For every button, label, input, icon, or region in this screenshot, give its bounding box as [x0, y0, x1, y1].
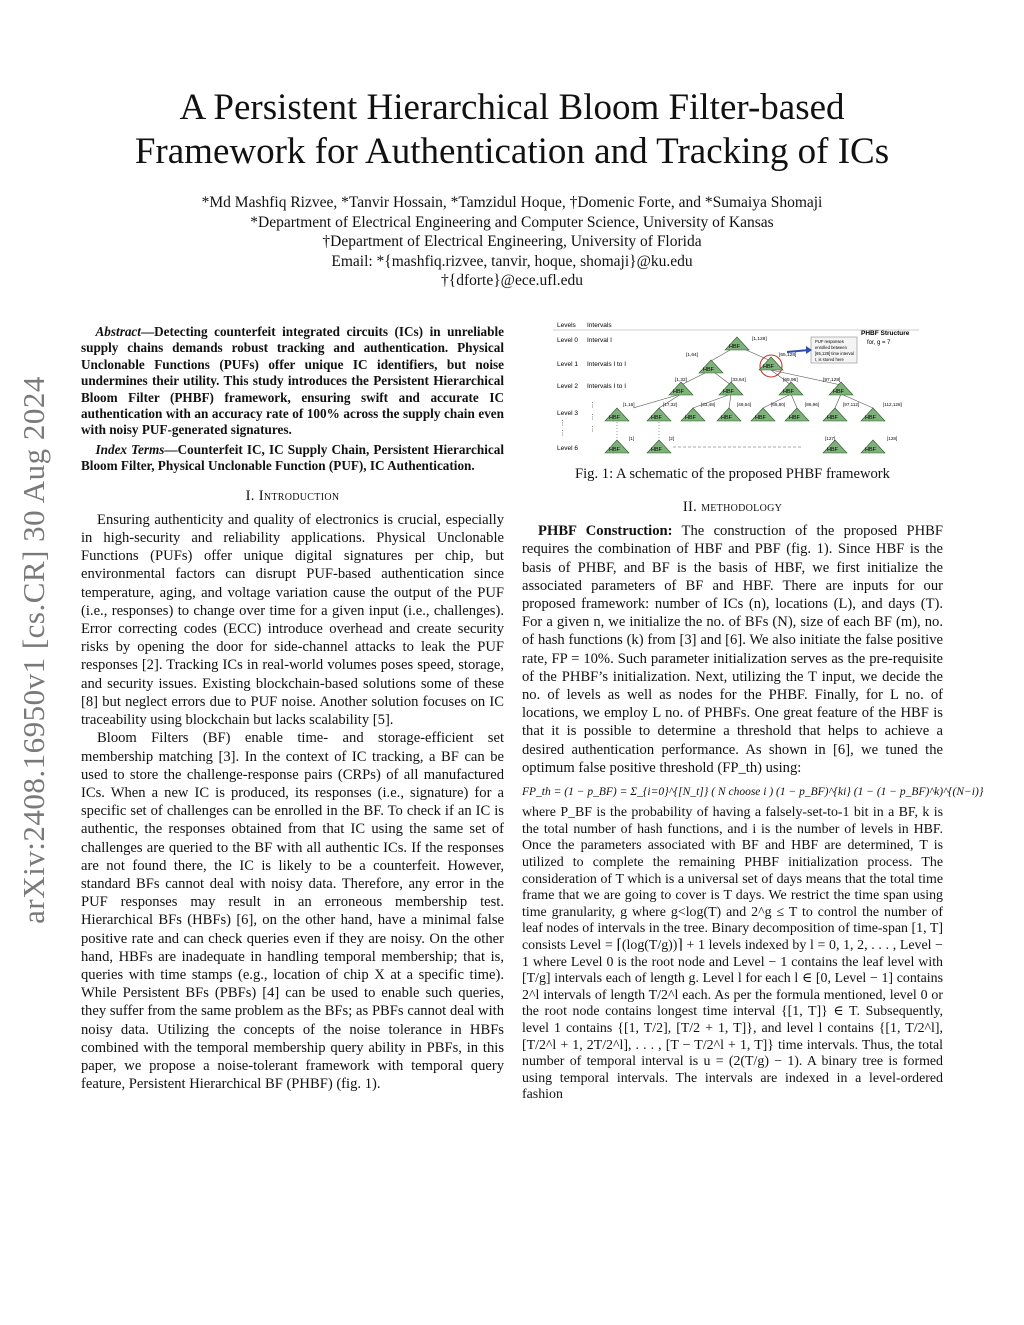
author-block	[60, 193, 964, 291]
figure-note-line-1: PUF responses	[815, 339, 844, 344]
hbf-node-l1-b-label: HBF	[763, 364, 774, 370]
hbf-node-l6-1-label: HBF	[609, 447, 620, 453]
hbf-node-l3-4-range: [49,64]	[737, 402, 752, 407]
figure-interval-2: Intervals I to I	[587, 383, 627, 390]
hbf-node-l3-6-range: [86,96]	[805, 402, 820, 407]
figure-interval-0: Interval I	[587, 337, 612, 344]
hbf-node-root-label: HBF	[729, 344, 740, 350]
figure-level-3: Level 3	[557, 410, 578, 417]
abstract	[81, 324, 504, 439]
intro-heading-text: Introduction	[258, 487, 340, 504]
hbf-node-l3-1-label: HBF	[609, 415, 620, 421]
left-column	[81, 324, 504, 1093]
figure-interval-ellipsis-2: ⋮	[589, 414, 596, 421]
hbf-node-root-range: [1,128]	[752, 337, 767, 342]
hbf-node-l3-4-label: HBF	[721, 415, 732, 421]
hbf-node-l3-1-range: [1,16]	[623, 402, 635, 407]
hbf-node-l3-2-label: HBF	[651, 415, 662, 421]
method-paragraph-1	[522, 522, 943, 777]
intro-paragraph-1: Ensuring authenticity and quality of electronics is crucial, especially in high-security and reliability applications. Physical Unclonable Functions (PUFs) offer unique digital signatures per chip, but environmental factors can disrupt PUF-based authentication since temperature, aging, and voltage variation cause the output of the PUF (i.e., responses) to change over time for a given input (i.e., challenges). Error correcting codes (ECC) introduce overhead and create security risks by opening the door for side-channel attacks to leak the PUF responses [2]. Tracking ICs in real-world volumes poses speed, storage, and security issues. Existing blockchain-based solutions some of these [8] but neglect errors due to PUF noise. Another solution focuses on IC traceability using blockchain but lacks scalability [5].	[81, 511, 504, 729]
method-paragraph-2: where P_BF is the probability of having a falsely-set-to-1 bit in a BF, k is the total number of hash functions, and i is the number of levels in HBF. Once the parameters associated with BF and HBF are determined, T is utilized to complete the remaining PHBF initialization process. The consideration of T which is a universal set of days means that the total time frame that we are going to cover is T days. We restrict the time span using time granularity, g where g<log(T) and 2^g ≤ T to control the number of leaf nodes of intervals in the tree. Binary decomposition of time-span [1, T] consists Level = ⌈(log(T/g))⌉ + 1 levels indexed by l = 0, 1, 2, . . . , Level − 1 where Level 0 is the root node and Level − 1 contains the leaf level with [T/g] intervals each of length g. Level l for each l ∈ [0, Level − 1] contains 2^l intervals of length T/2^l each. As per the formula mentioned, level 0 or the root node contains longest time interval {[1, T]} ∈ T. Subsequently, level 1 contains {[1, T/2], [T/2 + 1, T]}, and level l contains {[1, T/2^l], [T/2^l + 1, 2T/2^l], . . . , [T − T/2^l + 1, T]} time intervals. Thus, the total number of temporal interval is u = (2(T/g) − 1). A binary tree is formed using temporal intervals. The intervals are indexed in a level-ordered fashion	[522, 805, 943, 1103]
figure-level-0: Level 0	[557, 337, 578, 344]
figure-levels-header: Levels	[557, 322, 576, 329]
figure-note-line-3: [65,128] time interval	[815, 351, 854, 356]
abstract-text: —Detecting counterfeit integrated circuits (ICs) in unreliable supply chains demands robust tracking and authentication. Physical Unclonable Functions (PUFs) offer unique IC identifiers, but noise undermines their utility. This study introduces the Persistent Hierarchical Bloom Filter (PHBF) framework, ensuring swift and accurate IC authentication with an accuracy rate of 100% across the supply chain even with noisy PUF-generated signatures.	[81, 324, 504, 438]
method-heading-text: methodology	[701, 499, 783, 515]
hbf-node-l6-4-range: [128]	[887, 436, 898, 441]
index-terms	[81, 442, 504, 475]
figure-intervals-header: Intervals	[587, 322, 612, 329]
author-names: *Md Mashfiq Rizvee, *Tanvir Hossain, *Tamzidul Hoque, †Domenic Forte, and *Sumaiya Shomaji	[201, 194, 823, 211]
intro-heading	[81, 487, 504, 505]
method-paragraph-1-lead: PHBF Construction:	[538, 523, 673, 540]
right-column	[522, 494, 984, 1104]
hbf-node-l6-2-range: [2]	[669, 436, 675, 441]
hbf-node-l2-a-range: [1,32]	[675, 378, 688, 383]
figure-level-6: Level 6	[557, 445, 578, 452]
figure-structure-sub: for, g = 7	[867, 340, 891, 346]
email-line-2: †{dforte}@ece.ufl.edu	[441, 272, 583, 289]
hbf-node-l2-d-range: [97,128]	[823, 378, 841, 383]
figure-note-line-4: I, is stored here	[815, 357, 844, 362]
hbf-node-l1-a-label: HBF	[703, 367, 714, 373]
hbf-node-l1-b-range: [65,128]	[779, 353, 797, 358]
arxiv-stamp	[14, 350, 54, 950]
hbf-node-l2-b-range: [33,64]	[731, 378, 746, 383]
figure-caption: Fig. 1: A schematic of the proposed PHBF framework	[575, 466, 890, 482]
hbf-node-l3-8-range: [112,128]	[883, 402, 902, 407]
hbf-node-l3-5-range: [65,80]	[771, 402, 786, 407]
hbf-node-l3-6-label: HBF	[789, 415, 800, 421]
figure-note-line-2: enrolled between	[815, 345, 847, 350]
hbf-node-l6-2-label: HBF	[651, 447, 662, 453]
title-line-1: A Persistent Hierarchical Bloom Filter-based	[179, 87, 845, 128]
hbf-node-l6-4-label: HBF	[865, 447, 876, 453]
title-line-2: Framework for Authentication and Tracking of ICs	[134, 131, 890, 172]
hbf-node-l6-3-range: [127]	[825, 436, 836, 441]
method-paragraph-1-text: The construction of the proposed PHBF requires the combination of HBF and PBF (fig. 1). Since HBF is the basis of PHBF, and BF is the basis of HBF, we first initialize the associated parameters of BF and HBF. There are inputs for our proposed framework: number of ICs (n), locations (L), and days (T). For a given n, we initialize the no. of BFs (N), size of each BF (m), no. of hash functions (k) from [3] and [6]. We also initiate the false positive rate, FP = 10%. Such parameter initialization serves as the pre-requisite of the PHBF’s initialization. Next, utilizing the T input, we decide the no. of levels as well as nodes for the PHBF. Finally, for L no. of locations, we employ L no. of PHBFs. One great feature of the HBF is that it is possible to determine a threshold that helps to achieve a desired authentication performance. As shown in [6], we tuned the optimum false positive threshold (FP_th) using:	[522, 523, 943, 776]
figure-interval-ellipsis-3: ⋮	[589, 426, 596, 433]
hbf-node-l2-c-range: [65,96]	[783, 378, 798, 383]
figure-structure-title: PHBF Structure	[861, 330, 910, 337]
figure-interval-1: Intervals I to I	[587, 361, 627, 368]
hbf-node-l3-7-range: [97,112]	[843, 402, 860, 407]
hbf-node-l6-1-range: [1]	[629, 436, 635, 441]
figure-level-ellipsis-2: ⋮	[559, 430, 566, 437]
hbf-node-l3-5-label: HBF	[755, 415, 766, 421]
hbf-node-l3-8-label: HBF	[865, 415, 876, 421]
intro-heading-number: I.	[245, 487, 255, 504]
paper-title	[60, 86, 964, 174]
method-heading	[522, 498, 943, 516]
index-terms-label: Index Terms	[95, 441, 165, 457]
method-heading-number: II.	[682, 499, 698, 515]
hbf-node-l2-a-label: HBF	[673, 389, 684, 395]
email-line-1: Email: *{mashfiq.rizvee, tanvir, hoque, shomaji}@ku.edu	[331, 252, 693, 270]
hbf-node-l3-3-range: [33,48]	[701, 402, 716, 407]
hbf-node-l3-2-range: [17,32]	[663, 402, 678, 407]
figure-level-1: Level 1	[557, 361, 578, 368]
affiliation-2: †Department of Electrical Engineering, University of Florida	[322, 233, 702, 250]
intro-paragraph-2: Bloom Filters (BF) enable time- and storage-efficient set membership matching [3]. In the context of IC tracking, a BF can be used to store the challenge-response pairs (CRPs) of all manufactured ICs. When a new IC is produced, its responses (i.e., signature) for a specific set of challenges can be enrolled in the BF. To check if an IC is authentic, the responses obtained from that IC using the same set of challenges are queried to the BF with all authentic ICs. If the responses are not found there, the IC is likely to be a counterfeit. However, standard BFs cannot deal with noisy data. Therefore, any error in the PUF responses may result in an erroneous membership test. Hierarchical BFs (HBFs) [6], on the other hand, have a minimal false positive rate and can check queries even if they are noisy. On the other hand, HBFs are inadequate in handling temporal membership; that is, queries with time stamps (e.g., location of chip X at a specific time). While Persistent BFs (PBFs) [4] can be used to enable such queries, they suffer from the same problem as the BFs; as PBFs cannot deal with noisy data. Utilizing the concepts of the noise tolerance in HBFs combined with the temporal membership query ability in PBFs, in this paper, we propose a noise-tolerant framework with temporal query feature, Persistent Hierarchical BF (PHBF) (fig. 1).	[81, 730, 504, 1093]
figure-level-2: Level 2	[557, 383, 578, 390]
affiliation-1: *Department of Electrical Engineering and Computer Science, University of Kansas	[250, 213, 774, 231]
figure-interval-ellipsis-1: ⋮	[589, 402, 596, 409]
index-terms-text: —Counterfeit IC, IC Supply Chain, Persistent Hierarchical Bloom Filter, Physical Unclonable Function (PUF), IC Authentication.	[81, 441, 505, 474]
hbf-node-l3-7-label: HBF	[827, 415, 838, 421]
hbf-node-l3-3-label: HBF	[685, 415, 696, 421]
fp-threshold-equation: FP_th = (1 − p_BF) = Σ_{i=0}^{[N_t]} ( N choose i ) (1 − p_BF)^{ki} (1 − (1 − p_BF)^k)^{(N−i)}	[522, 786, 984, 799]
hbf-node-l2-b-label: HBF	[723, 389, 734, 395]
hbf-node-l1-a-range: [1,64]	[686, 353, 699, 358]
abstract-label: Abstract	[95, 324, 141, 339]
phbf-figure	[553, 319, 919, 457]
figure-level-ellipsis-1: ⋮	[559, 420, 566, 427]
arxiv-stamp-text: arXiv:2408.16950v1 [cs.CR] 30 Aug 2024	[16, 376, 52, 924]
hbf-node-l6-3-label: HBF	[827, 447, 838, 453]
hbf-node-l2-d-label: HBF	[833, 389, 844, 395]
hbf-node-l2-c-label: HBF	[783, 389, 794, 395]
